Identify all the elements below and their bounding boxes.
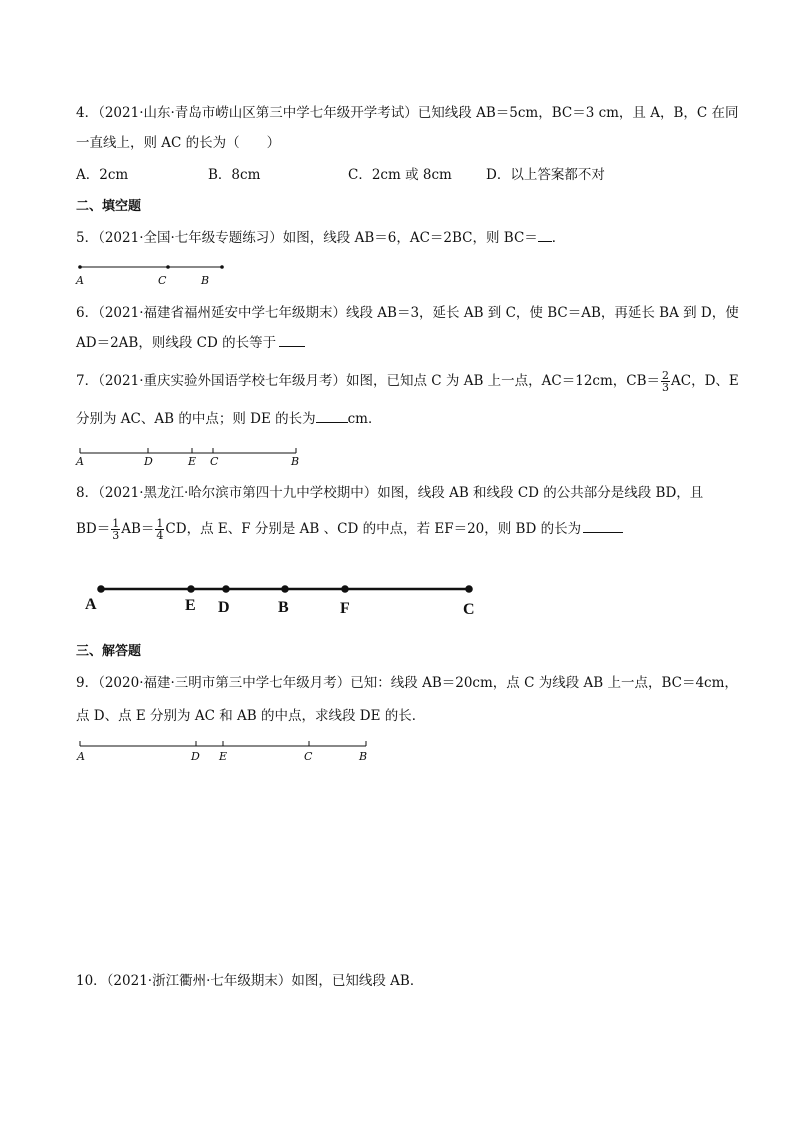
q7-frac-num: 2 xyxy=(662,369,670,382)
q6-text: AD＝2AB，则线段 CD 的长等于 xyxy=(76,335,277,351)
q8-point-f xyxy=(341,585,349,593)
q4-option-b: B．8cm xyxy=(208,167,261,183)
q8-label-c: C xyxy=(463,601,475,618)
q7-label-b: B xyxy=(291,455,300,468)
q8-point-b xyxy=(281,585,289,593)
q9-label-a: A xyxy=(77,750,85,763)
q7-text-a: 7．（2021·重庆实验外国语学校七年级月考）如图，已知点 C 为 AB 上一点，AC＝12cm，CB＝ xyxy=(76,373,661,389)
q8-label-f: F xyxy=(340,600,350,617)
q4-option-d: D．以上答案都不对 xyxy=(486,167,605,183)
q8-segment-diagram xyxy=(85,585,475,618)
q8-label-d: D xyxy=(218,599,230,616)
q9-label-b: B xyxy=(359,750,368,763)
q7-text-c: 分别为 AC、AB 的中点；则 DE 的长为 xyxy=(76,411,316,427)
q5-text: 5．（2021·全国·七年级专题练习）如图，线段 AB＝6，AC＝2BC，则 BC＝ xyxy=(76,230,538,246)
q5-label-a: A xyxy=(76,274,84,287)
q8-f2-den: 4 xyxy=(156,529,164,542)
q7-label-d: D xyxy=(144,455,153,468)
q9-label-c: C xyxy=(304,750,313,763)
q7-text-b: AC，D、E xyxy=(671,373,739,389)
q4-option-c: C．2cm 或 8cm xyxy=(348,167,452,183)
q8-point-c xyxy=(465,585,473,593)
q8-point-e xyxy=(187,585,195,593)
q5-point-c xyxy=(166,265,170,269)
q7-segment-diagram xyxy=(75,448,299,468)
q5-segment-diagram xyxy=(75,265,224,287)
q4-stem-line2: 一直线上，则 AC 的长为（ ） xyxy=(76,135,281,151)
q4-option-a: A．2cm xyxy=(76,167,129,183)
q8-f1-den: 3 xyxy=(112,529,120,542)
q5-point-b xyxy=(220,265,224,269)
q8-text-a: BD＝ xyxy=(76,521,111,537)
section-heading-fill-in: 二、填空题 xyxy=(76,199,142,214)
q7-label-c: C xyxy=(210,455,219,468)
q8-label-e: E xyxy=(185,597,196,614)
q9-segment-diagram xyxy=(76,741,367,763)
q8-stem-line1: 8．（2021·黑龙江·哈尔滨市第四十九中学校期中）如图，线段 AB 和线段 CD 的公共部分是线段 BD，且 xyxy=(76,485,704,501)
section-heading-solve: 三、解答题 xyxy=(76,644,142,659)
q9-label-d: D xyxy=(191,750,200,763)
q9-stem-line1: 9．（2020·福建·三明市第三中学七年级月考）已知：线段 AB＝20cm，点 C 为线段 AB 上一点，BC＝4cm， xyxy=(76,675,738,691)
q7-text-d: cm． xyxy=(347,411,382,427)
q7-frac-den: 3 xyxy=(662,381,670,394)
q8-point-a xyxy=(97,585,105,593)
q5-label-b: B xyxy=(201,274,210,287)
q8-f2-num: 1 xyxy=(156,517,164,530)
q9-stem-line2: 点 D、点 E 分别为 AC 和 AB 的中点，求线段 DE 的长． xyxy=(76,708,426,724)
q9-label-e: E xyxy=(219,750,228,763)
q7-label-e: E xyxy=(188,455,197,468)
q8-label-a: A xyxy=(85,596,97,613)
q10-stem: 10．（2021·浙江衢州·七年级期末）如图，已知线段 AB． xyxy=(76,973,424,989)
q8-text-c: CD，点 E、F 分别是 AB 、CD 的中点，若 EF＝20，则 BD 的长为 xyxy=(165,521,582,537)
q4-stem-line1: 4．（2021·山东·青岛市崂山区第三中学七年级开学考试）已知线段 AB＝5cm，BC＝3 cm，且 A，B，C 在同 xyxy=(76,105,739,121)
q7-label-a: A xyxy=(76,455,84,468)
q8-text-b: AB＝ xyxy=(121,521,155,537)
q5-point-a xyxy=(78,265,82,269)
q6-stem-line1: 6．（2021·福建省福州延安中学七年级期末）线段 AB＝3，延长 AB 到 C，使 BC＝AB，再延长 BA 到 D，使 xyxy=(76,305,739,321)
q5-label-c: C xyxy=(158,274,167,287)
q8-f1-num: 1 xyxy=(112,517,120,530)
q5-end: ． xyxy=(551,230,566,246)
q8-point-d xyxy=(222,585,230,593)
q8-label-b: B xyxy=(278,599,289,616)
